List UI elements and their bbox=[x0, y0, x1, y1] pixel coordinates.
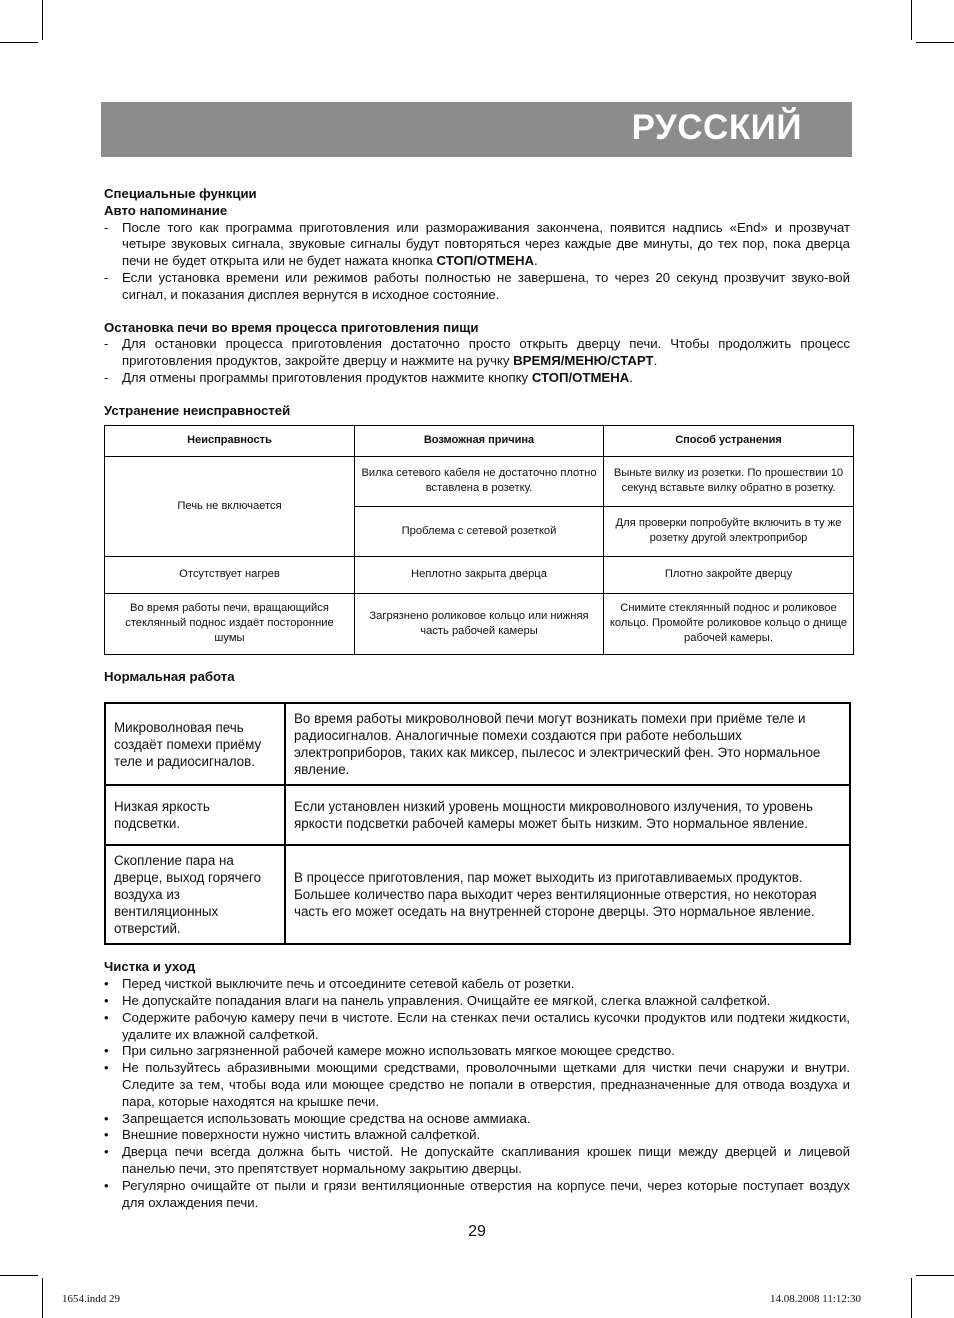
table-cell: Если установлен низкий уровень мощности микроволнового излучения, то уровень яркости подсветки рабочей камеры может быть низким. Это нормальное явление. bbox=[285, 785, 850, 845]
list-item: • Не допускайте попадания влаги на панель управления. Очищайте ее мягкой, слегка влажной салфеткой. bbox=[104, 992, 771, 1008]
list-item: • Содержите рабочую камеру печи в чистоте. Если на стенках печи остались кусочки продуктов или подтеки жидкости, удалите их влажной салфеткой. bbox=[104, 1009, 850, 1042]
crop-mark bbox=[916, 42, 954, 43]
auto-reminder-list bbox=[104, 220, 850, 304]
table-header-row bbox=[105, 425, 854, 456]
table-header: Возможная причина bbox=[355, 425, 604, 456]
section-title: Устранение неисправностей bbox=[104, 402, 291, 418]
table-row bbox=[105, 703, 850, 785]
list-item: - Для отмены программы приготовления продуктов нажмите кнопку СТОП/ОТМЕНА. bbox=[104, 369, 633, 385]
list-item: - Если установка времени или режимов работы полностью не завершена, то через 20 секунд прозвучит звуко-вой сигнал, и показания дисплея вернутся в исходное состояние. bbox=[104, 269, 850, 302]
print-timestamp: 14.08.2008 11:12:30 bbox=[770, 1293, 861, 1305]
page-content bbox=[104, 186, 850, 1211]
crop-mark bbox=[42, 0, 43, 40]
care-list bbox=[104, 976, 850, 1211]
crop-mark bbox=[0, 42, 38, 43]
list-item: • Не пользуйтесь абразивными моющими средствами, проволочными щетками для чистки печи снаружи и внутри. Следите за тем, чтобы вода или моющее средство не попали в отверстия, предназначенные для отвода воздуха и пара, которые находятся на крышке печи. bbox=[104, 1060, 850, 1109]
list-item: • Дверца печи всегда должна быть чистой. Не допускайте скапливания крошек пищи между дверцей и лицевой панелью печи, это препятствует нормальному закрытию дверцы. bbox=[104, 1144, 850, 1176]
list-item: - После того как программа приготовления или размораживания закончена, появится надпись «End» и прозвучат четыре звуковых сигнала, звуковые сигналы будут повторяться через каждые две минуты, до тех пор, пока дверца печи не будет открыта или не будет нажата кнопка СТОП/ОТМЕНА. bbox=[104, 219, 850, 269]
table-cell: Скопление пара на дверце, выход горячего воздуха из вентиляционных отверстий. bbox=[105, 845, 285, 944]
crop-mark bbox=[0, 1275, 38, 1276]
table-cell: В процессе приготовления, пар может выходить из приготавливаемых продуктов. Большее количество пара выходит через вентиляционные отверстия, но некоторая часть его может оседать на внутренней стороне дверцы. Это нормальное явление. bbox=[285, 845, 850, 944]
normal-operation-table bbox=[104, 702, 851, 945]
crop-mark bbox=[911, 1278, 912, 1318]
table-cell: Во время работы печи, вращающийся стеклянный поднос издаёт посторонние шумы bbox=[105, 593, 355, 654]
list-item: • При сильно загрязненной рабочей камере можно использовать мягкое моющее средство. bbox=[104, 1043, 675, 1059]
crop-mark bbox=[916, 1275, 954, 1276]
section-title: Остановка печи во время процесса приготовления пищи bbox=[104, 319, 479, 335]
table-row bbox=[105, 593, 854, 654]
table-cell: Во время работы микроволновой печи могут возникать помехи при приёме теле и радиосигналов. Аналогичные помехи создаются при работе небольших электроприборов, таких как миксер, пылесос и электрический фен. Это нормальное явление. bbox=[285, 703, 850, 785]
table-cell: Для проверки попробуйте включить в ту же розетку другой электроприбор bbox=[604, 506, 854, 556]
list-item: • Внешние поверхности нужно чистить влажной салфеткой. bbox=[104, 1127, 481, 1143]
table-cell: Печь не включается bbox=[105, 456, 355, 556]
table-cell: Низкая яркость подсветки. bbox=[105, 785, 285, 845]
section-title: Специальные функции bbox=[104, 186, 257, 201]
stop-list bbox=[104, 336, 850, 386]
table-cell: Проблема с сетевой розеткой bbox=[355, 506, 604, 556]
file-info: 1654.indd 29 bbox=[62, 1293, 121, 1305]
list-item: • Регулярно очищайте от пыли и грязи вентиляционные отверстия на корпусе печи, через которые поступает воздух для охлаждения печи. bbox=[104, 1177, 850, 1210]
table-cell: Плотно закройте дверцу bbox=[604, 556, 854, 593]
table-row bbox=[105, 845, 850, 944]
section-title: Нормальная работа bbox=[104, 668, 235, 684]
section-subtitle: Авто напоминание bbox=[104, 202, 228, 218]
list-item: • Перед чисткой выключите печь и отсоедините сетевой кабель от розетки. bbox=[104, 976, 575, 992]
table-cell: Микроволновая печь создаёт помехи приёму теле и радиосигналов. bbox=[105, 703, 285, 785]
page-number: 29 bbox=[468, 1223, 486, 1240]
troubleshooting-table bbox=[104, 425, 854, 655]
crop-mark bbox=[911, 0, 912, 40]
table-row bbox=[105, 785, 850, 845]
crop-mark bbox=[42, 1278, 43, 1318]
table-cell: Отсутствует нагрев bbox=[105, 556, 355, 593]
table-cell: Выньте вилку из розетки. По прошествии 10 секунд вставьте вилку обратно в розетку. bbox=[604, 456, 854, 506]
table-cell: Неплотно закрыта дверца bbox=[355, 556, 604, 593]
table-header: Неисправность bbox=[105, 425, 355, 456]
table-cell: Вилка сетевого кабеля не достаточно плотно вставлена в розетку. bbox=[355, 456, 604, 506]
list-item: • Запрещается использовать моющие средства на основе аммиака. bbox=[104, 1110, 531, 1126]
table-cell: Снимите стеклянный поднос и роликовое кольцо. Промойте роликовое кольцо о днище рабочей камеры. bbox=[604, 593, 854, 654]
list-item: - Для остановки процесса приготовления достаточно просто открыть дверцу печи. Чтобы продолжить процесс приготовления продуктов, закройте дверцу и нажмите на ручку ВРЕМЯ/МЕНЮ/СТАРТ. bbox=[104, 336, 850, 369]
page-title: РУССКИЙ bbox=[631, 108, 802, 147]
table-row bbox=[105, 456, 854, 506]
table-row bbox=[105, 556, 854, 593]
language-banner bbox=[101, 102, 852, 157]
table-header: Способ устранения bbox=[604, 425, 854, 456]
table-cell: Загрязнено роликовое кольцо или нижняя часть рабочей камеры bbox=[355, 593, 604, 654]
section-title: Чистка и уход bbox=[104, 959, 196, 975]
